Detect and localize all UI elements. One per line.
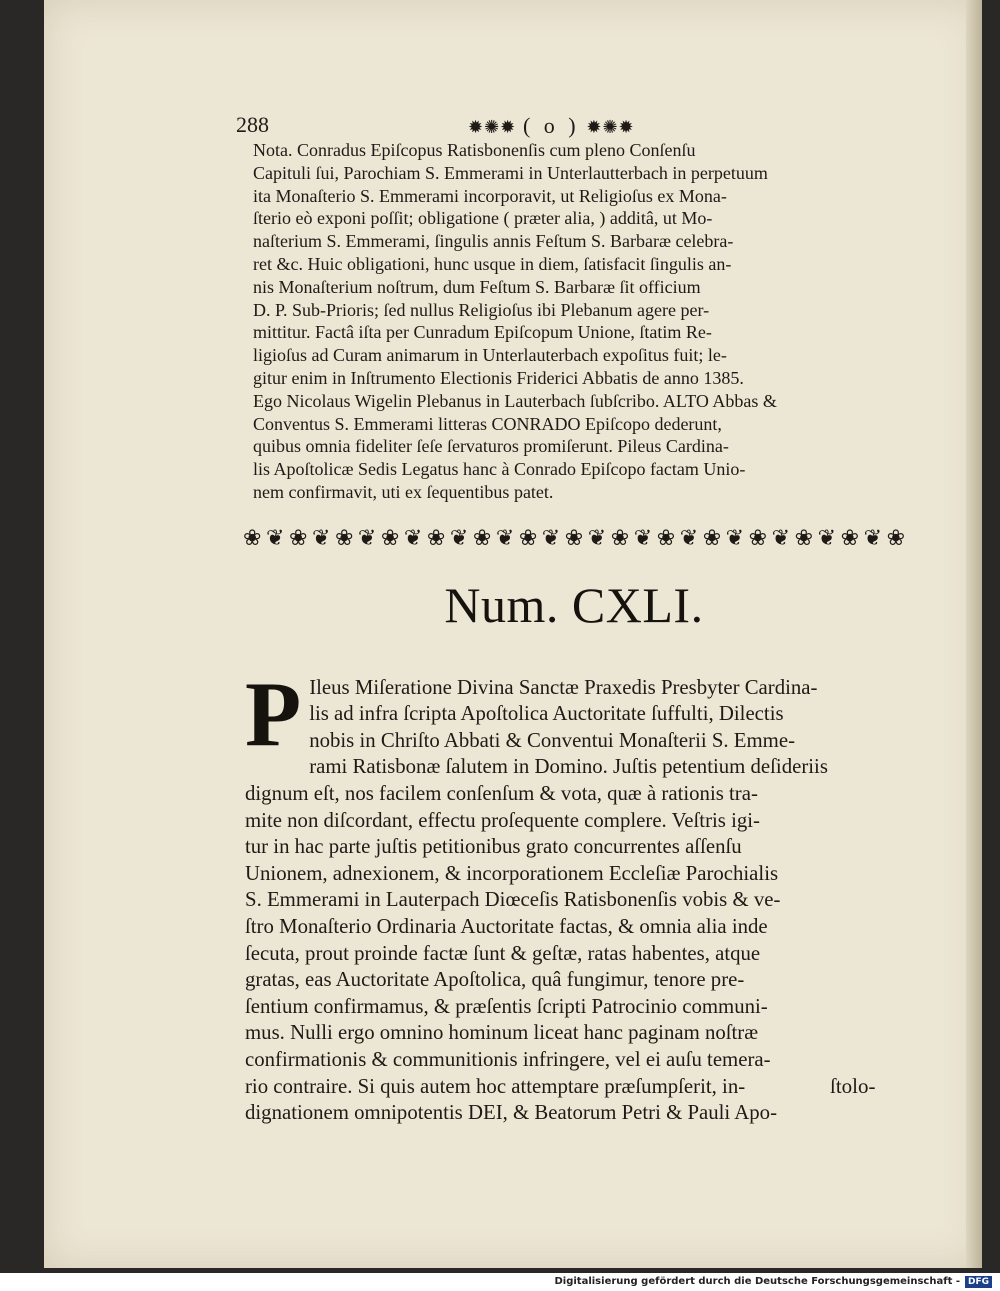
ornament-glyph: ❦ [449, 525, 469, 551]
ornament-glyph: ❀ [288, 525, 308, 551]
document-heading: Num. CXLI. [444, 577, 704, 633]
ornament-glyph: ❀ [610, 525, 630, 551]
ornament-glyph: ❀ [702, 525, 722, 551]
ornament-glyph: ❦ [495, 525, 515, 551]
page-binding-edge [966, 0, 982, 1268]
ornament-glyph: ❀ [472, 525, 492, 551]
ornament-glyph: ❀ [518, 525, 538, 551]
ornament-glyph: ❦ [403, 525, 423, 551]
drop-cap: P [245, 662, 302, 765]
ornament-glyph: ❀ [243, 525, 262, 551]
decorative-ornament-band [243, 520, 905, 556]
charter-text [245, 648, 905, 1127]
header-ornament [468, 113, 635, 139]
ornament-glyph: ❦ [311, 525, 331, 551]
ornament-glyph: ❦ [817, 525, 837, 551]
header-ornament-right: ✹✺✹ [586, 117, 635, 138]
page-number: 288 [236, 112, 269, 137]
ornament-glyph: ❀ [564, 525, 584, 551]
header-ornament-center: ( o ) [522, 113, 580, 138]
digitization-credit: Digitalisierung gefördert durch die Deutsche Forschungsgemeinschaft - [554, 1276, 960, 1287]
ornament-glyph: ❀ [794, 525, 814, 551]
catchword: ſtolo- [830, 1074, 876, 1098]
ornament-glyph: ❦ [771, 525, 791, 551]
ornament-glyph: ❦ [265, 525, 285, 551]
nota-paragraph: Nota. Conradus Epiſcopus Ratisbonenſis cum pleno Conſenſu Capituli ſui, Parochiam S. Emmerami in Unterlautterbach in perpetuum ita Monaſterio S. Emmerami incorporavit, ut Religioſus ex Mona- ſterio eò exponi poſſit; obligatione ( præter alia, ) additâ, ut Mo- naſterium S. Emmerami, ſingulis annis Feſtum S. Barbaræ celebra- ret &c. Huic obligationi, hunc usque in diem, ſatisfacit ſingulis an- nis Monaſterium noſtrum, dum Feſtum S. Barbaræ ſit officium D. P. Sub-Prioris; ſed nullus Religioſus ibi Plebanum agere per- mittitur. Factâ iſta per Cunradum Epiſcopum Unione, ſtatim Re- ligioſus ad Curam animarum in Unterlauterbach expoſitus fuit; le- gitur enim in Inſtrumento Electionis Friderici Abbatis de anno 1385. Ego Nicolaus Wigelin Plebanus in Lauterbach ſubſcribo. ALTO Abbas & Conventus S. Emmerami litteras CONRADO Epiſcopo dederunt, quibus omnia fideliter ſeſe ſervaturos promiſerunt. Pileus Cardina- lis Apoſtolicæ Sedis Legatus hanc à Conrado Epiſcopo factam Unio- nem confirmavit, uti ex ſequentibus patet. [253, 140, 777, 502]
ornament-glyph: ❦ [679, 525, 699, 551]
ornament-glyph: ❀ [334, 525, 354, 551]
charter-text-body: Ileus Miſeratione Divina Sanctæ Praxedis Presbyter Cardina- lis ad infra ſcripta Apoſtolica Auctoritate ſuffulti, Dilectis nobis in Chriſto Abbati & Conventui Monaſterii S. Emme- rami Ratisbonæ ſalutem in Domino. Juſtis petentium deſideriis dignum eſt, nos facilem conſenſum & vota, quæ à rationis tra- mite non diſcordant, effectu proſequente complere. Veſtris igi- tur in hac parte juſtis petitionibus grato concurrentes aſſenſu Unionem, adnexionem, & incorporationem Eccleſiæ Parochialis S. Emmerami in Lauterpach Diœceſis Ratisbonenſis vobis & ve- ſtro Monaſterio Ordinaria Auctoritate factas, & omnia alia inde ſecuta, prout proinde factæ ſunt & geſtæ, ratas habentes, atque gratas, eas Auctoritate Apoſtolica, quâ fungimur, tenore pre- ſentium confirmamus, & præſentis ſcripti Patrocinio communi- mus. Nulli ergo omnino hominum liceat hanc paginam noſtræ confirmationis & communitionis infringere, vel ei auſu temera- rio contraire. Si quis autem hoc attemptare præſumpſerit, in- dignationem omnipotentis DEI, & Beatorum Petri & Pauli Apo- [245, 675, 828, 1125]
ornament-glyph: ❀ [380, 525, 400, 551]
ornament-glyph: ❦ [633, 525, 653, 551]
ornament-glyph: ❀ [656, 525, 676, 551]
ornament-glyph: ❀ [840, 525, 860, 551]
ornament-glyph: ❀ [426, 525, 446, 551]
ornament-glyph: ❦ [357, 525, 377, 551]
ornament-glyph: ❦ [587, 525, 607, 551]
ornament-glyph: ❀ [886, 525, 905, 551]
ornament-glyph: ❦ [863, 525, 883, 551]
dfg-logo: DFG [965, 1276, 992, 1288]
header-ornament-left: ✹✺✹ [468, 117, 517, 138]
ornament-glyph: ❀ [748, 525, 768, 551]
ornament-glyph: ❦ [541, 525, 561, 551]
page-header [236, 112, 896, 142]
ornament-glyph: ❦ [725, 525, 745, 551]
